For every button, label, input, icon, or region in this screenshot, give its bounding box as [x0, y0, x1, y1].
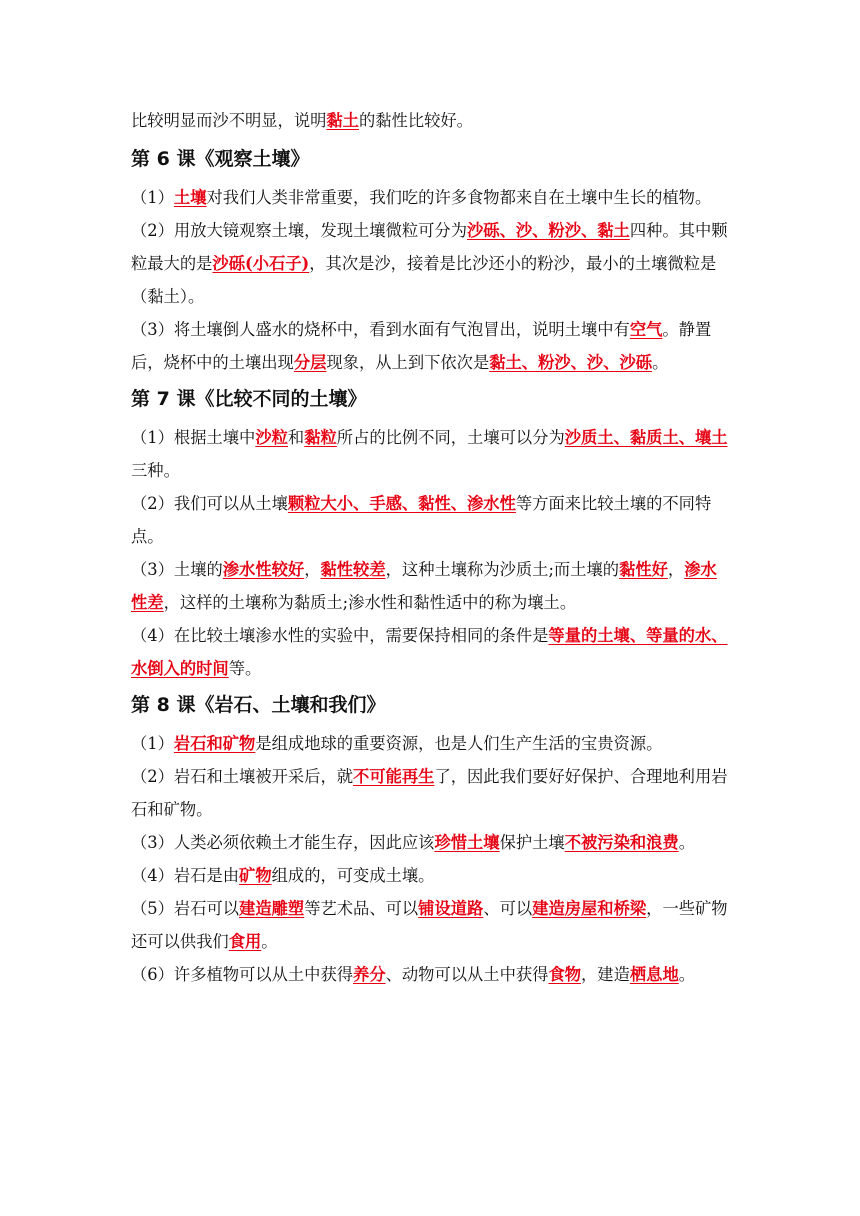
highlighted-answer: 栖息地	[629, 965, 679, 984]
list-item	[131, 553, 731, 619]
list-item	[131, 760, 731, 826]
highlighted-answer: 食用	[228, 932, 262, 951]
text-run: 的黏性比较好。	[358, 111, 473, 130]
highlighted-answer: 沙粒	[255, 428, 288, 447]
highlighted-answer: 分层	[293, 353, 327, 372]
highlighted-answer: 食物	[548, 965, 582, 984]
text-run: 组成的，可变成土壤。	[271, 866, 435, 885]
text-run: ，其次是沙，接着是比沙还小的粉沙，最小的土壤微粒是（黏土）。	[131, 254, 717, 306]
text-run: 。	[678, 965, 696, 984]
highlighted-answer: 颗粒大小、手感、黏性、渗水性	[287, 494, 516, 513]
list-item	[131, 958, 731, 991]
highlighted-answer: 建造房屋和桥梁	[532, 899, 647, 918]
list-item	[131, 487, 731, 553]
highlighted-answer: 不可能再生	[353, 767, 435, 786]
text-run: 比较明显而沙不明显，说明	[131, 111, 327, 130]
text-run: 等方面来比较土壤的不同特点。	[131, 494, 712, 546]
text-run: （1）根据土壤中	[131, 428, 256, 447]
text-run: 、动物可以从土中获得	[385, 965, 549, 984]
text-run: （4）在比较土壤渗水性的实验中，需要保持相同的条件是	[131, 626, 549, 645]
highlighted-answer: 黏土、粉沙、沙、沙砾	[489, 353, 653, 372]
highlighted-answer: 黏性较差	[320, 560, 386, 579]
lesson-heading: 第 8 课《岩石、土壤和我们》	[131, 694, 386, 716]
list-item	[131, 421, 731, 487]
text-run: （3）将土壤倒人盛水的烧杯中，看到水面有气泡冒出，说明土壤中有	[131, 320, 630, 339]
text-run: ，一些矿物还可以供我们	[131, 899, 728, 951]
list-item	[131, 727, 731, 760]
text-run: 。	[678, 833, 695, 852]
highlighted-answer: 土壤	[173, 188, 207, 207]
list-item	[131, 313, 731, 379]
highlighted-answer: 沙质土、黏质土、壤土	[564, 428, 728, 447]
text-run: 。静置后，烧杯中的土壤出现	[131, 320, 712, 372]
list-item	[131, 859, 731, 892]
lesson-heading: 第 6 课《观察土壤》	[131, 148, 310, 170]
text-run: （1）	[131, 188, 174, 207]
highlighted-answer: 铺设道路	[418, 899, 484, 918]
highlighted-answer: 空气	[629, 320, 663, 339]
highlighted-answer: 养分	[353, 965, 386, 984]
lesson-heading: 第 7 课《比较不同的土壤》	[131, 388, 367, 410]
text-run: 和	[287, 428, 305, 447]
text-run: ，这样的土壤称为黏质土;渗水性和黏性适中的称为壤土。	[163, 593, 577, 612]
text-run: （3）人类必须依赖土才能生存，因此应该	[131, 833, 435, 852]
highlighted-answer: 沙砾(小石子)	[212, 254, 310, 273]
lead-paragraph	[131, 104, 731, 137]
list-item	[131, 181, 731, 214]
text-run: （4）岩石是由	[131, 866, 240, 885]
document-body	[131, 104, 731, 991]
list-item	[131, 214, 731, 313]
text-run: 对我们人类非常重要，我们吃的许多食物都来自在土壤中生长的植物。	[206, 188, 712, 207]
highlighted-answer: 黏性好	[619, 560, 668, 579]
text-run: （2）岩石和土壤被开采后，就	[131, 767, 354, 786]
text-run: 。	[652, 353, 669, 372]
highlighted-answer: 建造雕塑	[239, 899, 305, 918]
list-item	[131, 892, 731, 958]
highlighted-answer: 沙砾、沙、粉沙、黏土	[467, 221, 630, 240]
text-run: 等。	[228, 659, 262, 678]
text-run: ，	[667, 560, 685, 579]
text-run: 所占的比例不同，土壤可以分为	[336, 428, 565, 447]
highlighted-answer: 黏土	[326, 111, 359, 130]
text-run: （2）我们可以从土壤	[131, 494, 288, 513]
text-run: ，	[304, 560, 321, 579]
text-run: （3）土壤的	[131, 560, 223, 579]
text-run: ，建造	[581, 965, 630, 984]
highlighted-answer: 黏粒	[304, 428, 337, 447]
list-item	[131, 826, 731, 859]
text-run: （1）	[131, 734, 174, 753]
text-run: 、可以	[483, 899, 533, 918]
highlighted-answer: 渗水性较好	[222, 560, 305, 579]
text-run: （6）许多植物可以从土中获得	[131, 965, 354, 984]
list-item	[131, 619, 731, 685]
text-run: （5）岩石可以	[131, 899, 240, 918]
text-run: ，这种土壤称为沙质土;而土壤的	[385, 560, 620, 579]
highlighted-answer: 矿物	[239, 866, 272, 885]
highlighted-answer: 珍惜土壤	[434, 833, 500, 852]
highlighted-answer: 渗水性差	[131, 560, 717, 612]
text-run: 了，因此我们要好好保护、合理地利用岩石和矿物。	[131, 767, 728, 819]
text-run: 现象，从上到下依次是	[326, 353, 490, 372]
text-run: 三种。	[131, 461, 180, 480]
highlighted-answer: 岩石和矿物	[173, 734, 256, 753]
text-run: 保护土壤	[499, 833, 565, 852]
text-run: 。	[261, 932, 278, 951]
text-run: 等艺术品、可以	[304, 899, 419, 918]
text-run: （2）用放大镜观察土壤，发现土壤微粒可分为	[131, 221, 467, 240]
text-run: 是组成地球的重要资源，也是人们生产生活的宝贵资源。	[255, 734, 663, 753]
text-run: 四种。其中颗粒最大的是	[131, 221, 728, 273]
highlighted-answer: 等量的土壤、等量的水、水倒入的时间	[131, 626, 728, 678]
highlighted-answer: 不被污染和浪费	[564, 833, 679, 852]
